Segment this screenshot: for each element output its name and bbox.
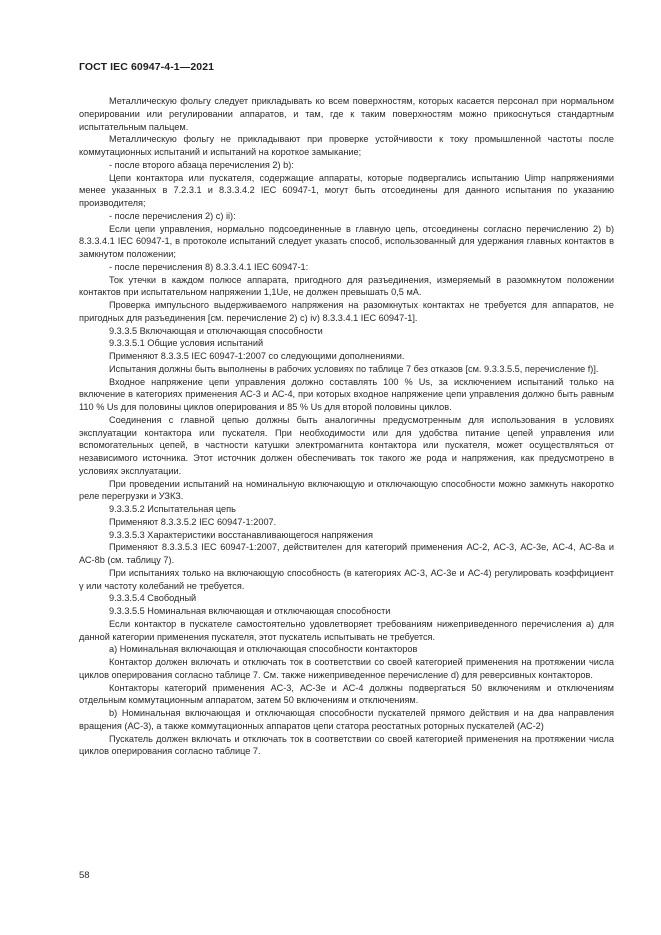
- paragraph: Проверка импульсного выдерживаемого напряжения на разомкнутых контактах не требуется для аппаратов, не пригодных для разъединения [см. перечисление 2) c) iv) 8.3.3.4.1 IEC 60947-1].: [79, 300, 614, 323]
- section-heading: 9.3.3.5.1 Общие условия испытаний: [109, 338, 264, 349]
- paragraph: Если контактор в пускателе самостоятельно удовлетворяет требованиям нижеприведенного перечисления а) для данной категории применения пускателя, этот пускатель испытывать не требуется.: [79, 618, 614, 642]
- paragraph: Металлическую фольгу следует прикладывать ко всем поверхностям, которых касается персонал при нормальном оперировании или регулировании аппаратов, и там, где к таким поверхностям можно прикоснуться стандартным испытательным пальцем.: [79, 96, 614, 132]
- section-heading: 9.3.3.5.4 Свободный: [109, 593, 197, 604]
- list-item-heading: а) Номинальная включающая и отключающая способности контакторов: [109, 644, 418, 655]
- paragraph: Соединения с главной цепью должны быть аналогичны предусмотренным для использования в условиях эксплуатации контактора или пускателя. При необходимости или для удобства питание цепей управления или вспомогательных цепей, в частности катушки электромагнита контактора или пускателя, может осуществляться от независимого источника. Этот источник должен обеспечивать ток такого же рода и напряжения, как предусмотрено в условиях эксплуатации.: [79, 414, 614, 476]
- list-intro: - после перечисления 8) 8.3.3.4.1 IEC 60947-1:: [109, 261, 309, 272]
- document-body: [79, 95, 614, 758]
- paragraph: При проведении испытаний на номинальную включающую и отключающую способности можно замкнуть накоротко реле перегрузки и УЗКЗ.: [79, 478, 614, 502]
- document-header: ГОСТ IEC 60947-4-1—2021: [79, 61, 215, 73]
- paragraph: Входное напряжение цепи управления должно составлять 100 % Us, за исключением испытаний только на включение в категориях применения АС-3 и АС-4, при которых входное напряжение цепи управления должно быть равным 110 % Us для половины циклов оперирования и 85 % Us для второй половины циклов.: [79, 376, 614, 412]
- paragraph: Металлическую фольгу не прикладывают при проверке устойчивости к току промышленной частоты после коммутационных испытаний и испытаний на короткое замыкание;: [79, 134, 614, 157]
- paragraph: Ток утечки в каждом полюсе аппарата, пригодного для разъединения, измеряемый в разомкнутом положении контактов при испытательном напряжении 1,1Ue, не должен превышать 0,5 мА.: [79, 274, 614, 298]
- section-heading: 9.3.3.5 Включающая и отключающая способности: [109, 325, 323, 336]
- paragraph: При испытаниях только на включающую способность (в категориях АС-3, АС-3е и АС-4) регулировать коэффициент γ или частоту колебаний не требуется.: [79, 567, 614, 591]
- paragraph: Применяют 8.3.3.5 IEC 60947-1:2007 со следующими дополнениями.: [109, 351, 405, 361]
- section-heading: 9.3.3.5.5 Номинальная включающая и отключающая способности: [109, 606, 391, 616]
- paragraph: Пускатель должен включать и отключать ток в соответствии со своей категорией применения на протяжении числа циклов оперирования согласно таблице 7.: [79, 733, 614, 757]
- section-heading: 9.3.3.5.2 Испытательная цепь: [109, 504, 236, 514]
- paragraph: Применяют 8.3.3.5.2 IEC 60947-1:2007.: [109, 516, 277, 527]
- paragraph: Контактор должен включать и отключать ток в соответствии со своей категорией применения на протяжении числа циклов оперирования согласно таблице 7. См. также нижеприведенное перечисление d) для реверсивных контакторов.: [79, 657, 614, 680]
- paragraph: Если цепи управления, нормально подсоединенные в главную цепь, отсоединены согласно перечислению 2) b) 8.3.3.4.1 IEC 60947-1, в протоколе испытаний следует указать способ, использованный для удержания главных контактов в замкнутом положении;: [79, 223, 614, 259]
- paragraph: Цепи контактора или пускателя, содержащие аппараты, которые подвергались испытанию Uimp напряжениями менее указанных в 7.2.3.1 и 8.3.3.4.2 IEC 60947-1, могут быть отсоединены для данного испытания по указанию производителя;: [79, 172, 614, 208]
- section-heading: 9.3.3.5.3 Характеристики восстанавливающегося напряжения: [109, 529, 373, 540]
- list-intro: - после второго абзаца перечисления 2) b):: [109, 159, 294, 170]
- paragraph: Контакторы категорий применения АС-3, АС-3е и АС-4 должны подвергаться 50 включениям и отключениям отдельным коммутационным аппаратом, затем 50 включениям и отключениям.: [79, 682, 614, 706]
- page-number: 58: [79, 870, 90, 881]
- list-intro: - после перечисления 2) c) ii):: [109, 210, 236, 221]
- paragraph: Применяют 8.3.3.5.3 IEC 60947-1:2007, действителен для категорий применения АС-2, АС-3, АС-3е, АС-4, АС-8а и АС-8b (см. таблицу 7).: [79, 542, 614, 565]
- paragraph: Испытания должны быть выполнены в рабочих условиях по таблице 7 без отказов [см. 9.3.3.5.5, перечисление f)].: [109, 363, 599, 374]
- list-item-heading: b) Номинальная включающая и отключающая способности пускателей прямого действия и на два направления вращения (АС-3), а также коммутационных аппаратов цепи статора реостатных роторных пускателей (АС-2): [79, 708, 614, 731]
